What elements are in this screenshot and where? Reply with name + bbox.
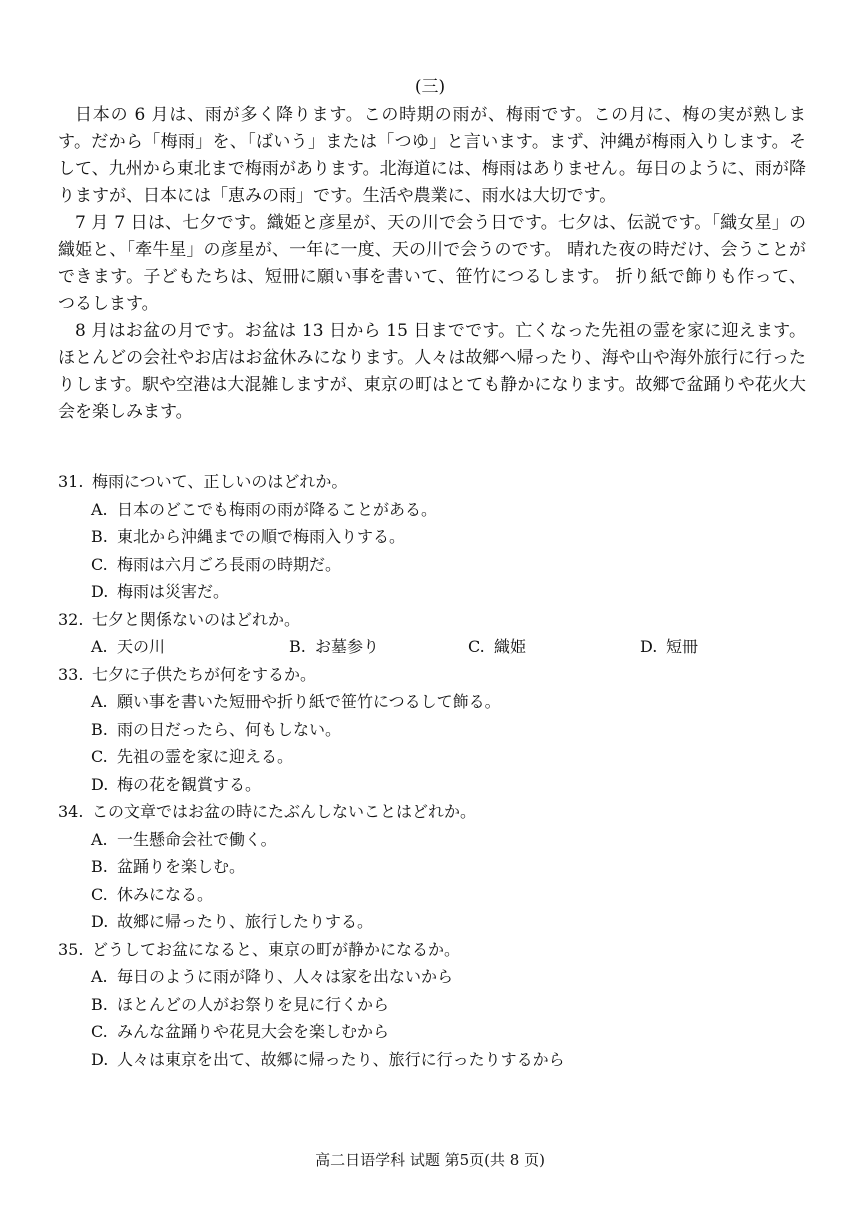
option-text: 織姫 <box>494 637 527 656</box>
option-text: 休みになる。 <box>117 884 214 904</box>
option-31-a <box>58 496 818 524</box>
option-text: 先祖の霊を家に迎える。 <box>117 747 294 766</box>
option-34-c <box>58 881 818 909</box>
question-list <box>58 468 818 1073</box>
option-letter: D. <box>91 912 109 931</box>
option-35-d <box>58 1046 818 1074</box>
option-33-d <box>58 771 818 799</box>
question-34 <box>58 798 818 826</box>
option-letter: C. <box>91 747 108 766</box>
option-32-b <box>289 633 468 661</box>
option-31-b <box>58 523 818 551</box>
question-number: 34. <box>58 802 84 821</box>
option-text: 梅雨は六月ごろ長雨の時期だ。 <box>117 554 342 574</box>
question-31 <box>58 468 818 496</box>
option-letter: A. <box>91 499 108 519</box>
option-text: 東北から沖縄までの順で梅雨入りする。 <box>117 527 406 546</box>
option-text: 盆踊りを楽しむ。 <box>117 857 246 876</box>
option-letter: A. <box>91 637 108 656</box>
question-text: どうしてお盆になると、東京の町が静かになるか。 <box>92 939 461 959</box>
passage-paragraph-rainy-season: 日本の 6 月は、雨が多く降ります。この時期の雨が、梅雨です。この月に、梅の実が熟します。だから「梅雨」を、「ばいう」または「つゆ」と言います。まず、沖縄が梅雨入りします。そして、九州から東北まで梅雨があります。北海道には、梅雨はありません。毎日のように、雨が降りますが、日本には「恵みの雨」です。生活や農業に、雨水は大切です。 <box>58 105 806 206</box>
question-number: 32. <box>58 609 84 629</box>
option-letter: B. <box>91 719 108 739</box>
option-31-d <box>58 578 818 606</box>
question-35 <box>58 936 818 964</box>
options-32-row <box>58 633 818 661</box>
option-32-c <box>468 633 640 661</box>
option-text: みんな盆踊りや花見大会を楽しむから <box>117 1022 390 1041</box>
option-letter: C. <box>468 637 485 656</box>
option-text: 人々は東京を出て、故郷に帰ったり、旅行に行ったりするから <box>117 1049 565 1069</box>
option-letter: C. <box>91 884 108 904</box>
option-text: ほとんどの人がお祭りを見に行くから <box>117 994 390 1014</box>
option-text: 短冊 <box>666 637 699 656</box>
question-text: 七夕と関係ないのはどれか。 <box>92 609 301 629</box>
option-letter: C. <box>91 1022 108 1041</box>
option-34-a <box>58 826 818 854</box>
question-text: 七夕に子供たちが何をするか。 <box>92 664 317 684</box>
option-letter: D. <box>640 637 658 656</box>
reading-passage <box>58 102 806 426</box>
option-text: 梅雨は災害だ。 <box>117 582 230 601</box>
question-text: 梅雨について、正しいのはどれか。 <box>92 472 348 491</box>
option-35-a <box>58 963 818 991</box>
option-32-d <box>640 633 760 661</box>
option-letter: B. <box>91 857 108 876</box>
question-33 <box>58 661 818 689</box>
option-text: 雨の日だったら、何もしない。 <box>117 719 342 739</box>
passage-paragraph-obon: 8 月はお盆の月です。お盆は 13 日から 15 日までです。亡くなった先祖の霊を家に迎えます。ほとんどの会社やお店はお盆休みになります。人々は故郷へ帰ったり、海や山や海外旅行に行ったりします。駅や空港は大混雑しますが、東京の町はとても静かになります。故郷で盆踊りや花火大会を楽しみます。 <box>58 321 806 422</box>
option-letter: D. <box>91 774 109 794</box>
option-31-c <box>58 551 818 579</box>
option-text: 故郷に帰ったり、旅行したりする。 <box>117 912 374 931</box>
option-letter: D. <box>91 1049 109 1069</box>
question-number: 31. <box>58 472 84 491</box>
passage-paragraph-tanabata: 7 月 7 日は、七夕です。織姫と彦星が、天の川で会う日です。七夕は、伝説です。「織女星」の織姫と、「牽牛星」の彦星が、一年に一度、天の川で会うのです。 晴れた夜の時だけ、会うことができます。子どもたちは、短冊に願い事を書いて、笹竹につるします。 折り紙で飾りも作って、つるします。 <box>58 213 806 314</box>
option-letter: B. <box>289 637 306 656</box>
question-32 <box>58 606 818 634</box>
option-text: お墓参り <box>315 637 380 656</box>
option-33-b <box>58 716 818 744</box>
option-text: 日本のどこでも梅雨の雨が降ることがある。 <box>117 499 438 519</box>
option-letter: D. <box>91 582 109 601</box>
option-letter: B. <box>91 994 108 1014</box>
option-35-c <box>58 1018 818 1046</box>
option-33-c <box>58 743 818 771</box>
question-text: この文章ではお盆の時にたぶんしないことはどれか。 <box>92 802 477 821</box>
option-text: 願い事を書いた短冊や折り紙で笹竹につるして飾る。 <box>117 692 501 711</box>
option-35-b <box>58 991 818 1019</box>
option-letter: C. <box>91 554 108 574</box>
option-text: 一生懸命会社で働く。 <box>117 829 277 849</box>
option-letter: A. <box>91 829 108 849</box>
option-34-b <box>58 853 818 881</box>
question-number: 35. <box>58 939 84 959</box>
section-title: (三) <box>414 77 446 97</box>
option-letter: A. <box>91 692 108 711</box>
option-text: 毎日のように雨が降り、人々は家を出ないから <box>117 967 454 986</box>
option-letter: B. <box>91 527 108 546</box>
option-text: 梅の花を観賞する。 <box>117 774 262 794</box>
option-letter: A. <box>91 967 108 986</box>
question-number: 33. <box>58 664 84 684</box>
option-34-d <box>58 908 818 936</box>
option-text: 天の川 <box>117 637 166 656</box>
option-33-a <box>58 688 818 716</box>
page-footer: 高二日语学科 试题 第5页(共 8 页) <box>315 1151 545 1169</box>
option-32-a <box>91 633 289 661</box>
